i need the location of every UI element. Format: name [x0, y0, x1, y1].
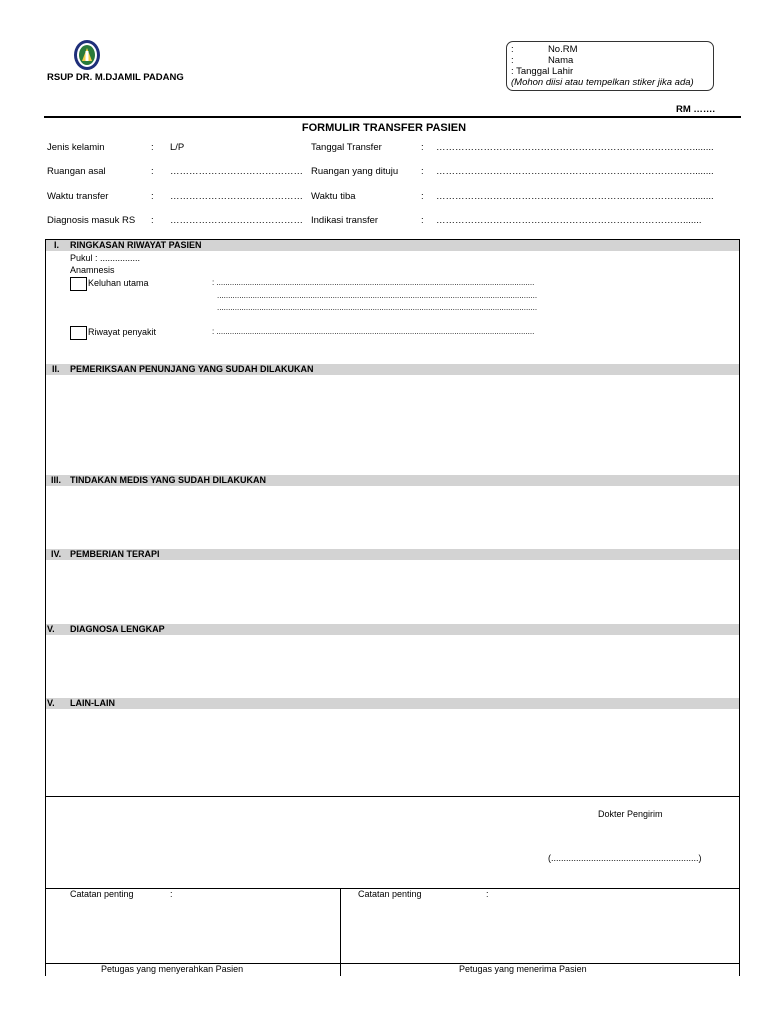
waktu-transfer-colon: : — [151, 191, 154, 202]
section-6-header — [46, 698, 739, 709]
patient-box-rm: : No.RM — [511, 44, 578, 55]
keluhan-utama-line-2[interactable]: ................................................................................................................................................ — [217, 291, 538, 300]
patient-box-tgl-lahir: : Tanggal Lahir — [511, 66, 574, 77]
waktu-tiba-label: Waktu tiba — [311, 191, 356, 202]
ruangan-asal-colon: : — [151, 166, 154, 177]
ruangan-dituju-value[interactable]: ………………………………………………………………………........ — [436, 166, 714, 177]
ruangan-asal-value[interactable]: …………………………………… — [170, 166, 303, 177]
ruangan-asal-label: Ruangan asal — [47, 166, 106, 177]
patient-box-nama: : Nama — [511, 55, 574, 66]
diagnosis-masuk-colon: : — [151, 215, 154, 226]
ruangan-dituju-colon: : — [421, 166, 424, 177]
indikasi-transfer-colon: : — [421, 215, 424, 226]
section-2-header — [46, 364, 739, 375]
section-1-header — [46, 240, 739, 251]
indikasi-transfer-value[interactable]: ……………………………………………………………………....... — [436, 215, 702, 226]
waktu-transfer-value[interactable]: …………………………………… — [170, 191, 303, 202]
catatan-penting-right-label: Catatan penting — [358, 889, 422, 899]
section-5-header — [46, 624, 739, 635]
section-3-number: III. — [51, 475, 62, 485]
indikasi-transfer-label: Indikasi transfer — [311, 215, 379, 226]
patient-box-note: (Mohon diisi atau tempelkan stiker jika ada) — [511, 77, 694, 88]
pukul-field[interactable]: Pukul : ................ — [70, 253, 141, 263]
diagnosis-masuk-label: Diagnosis masuk RS — [47, 215, 136, 226]
catatan-penting-left-colon: : — [170, 889, 173, 899]
jenis-kelamin-label: Jenis kelamin — [47, 142, 105, 153]
dokter-pengirim-label: Dokter Pengirim — [598, 809, 663, 819]
dokter-signature-line[interactable]: (...........................................................) — [548, 853, 702, 863]
catatan-penting-left-label: Catatan penting — [70, 889, 134, 899]
riwayat-penyakit-label: Riwayat penyakit — [88, 327, 157, 337]
section-3-header — [46, 475, 739, 486]
section-4-title: PEMBERIAN TERAPI — [70, 549, 160, 559]
petugas-menyerahkan-label: Petugas yang menyerahkan Pasien — [101, 964, 244, 974]
patient-id-box — [506, 41, 714, 91]
catatan-penting-right-colon: : — [486, 889, 489, 899]
section-5-title: DIAGNOSA LENGKAP — [70, 624, 165, 634]
petugas-menerima-label: Petugas yang menerima Pasien — [459, 964, 587, 974]
hospital-name: RSUP DR. M.DJAMIL PADANG — [47, 72, 184, 83]
hospital-logo-icon — [72, 39, 102, 71]
section-2-number: II. — [52, 364, 60, 374]
section-2-title: PEMERIKSAAN PENUNJANG YANG SUDAH DILAKUKAN — [70, 364, 314, 374]
header-divider — [44, 116, 741, 118]
anamnesis-label: Anamnesis — [70, 265, 115, 275]
waktu-tiba-value[interactable]: ………………………………………………………………………........ — [436, 191, 714, 202]
keluhan-utama-line-3[interactable]: ................................................................................................................................................ — [217, 303, 538, 312]
section-4-header — [46, 549, 739, 560]
signature-divider — [45, 796, 740, 797]
diagnosis-masuk-value[interactable]: …………………………………… — [170, 215, 303, 226]
form-title: FORMULIR TRANSFER PASIEN — [301, 122, 467, 134]
ruangan-dituju-label: Ruangan yang dituju — [311, 166, 399, 177]
waktu-transfer-label: Waktu transfer — [47, 191, 109, 202]
section-6-number: V. — [47, 698, 55, 708]
section-1-number: I. — [54, 240, 60, 250]
section-1-title: RINGKASAN RIWAYAT PASIEN — [70, 240, 202, 250]
section-6-title: LAIN-LAIN — [70, 698, 115, 708]
keluhan-utama-checkbox[interactable] — [70, 277, 87, 291]
waktu-tiba-colon: : — [421, 191, 424, 202]
section-4-number: IV. — [51, 549, 62, 559]
section-3-title: TINDAKAN MEDIS YANG SUDAH DILAKUKAN — [70, 475, 267, 485]
jenis-kelamin-value[interactable]: L/P — [170, 142, 185, 153]
riwayat-penyakit-line[interactable]: : ............................................................................................................................................... — [212, 327, 535, 336]
jenis-kelamin-colon: : — [151, 142, 154, 153]
tanggal-transfer-label: Tanggal Transfer — [311, 142, 382, 153]
tanggal-transfer-value[interactable]: ………………………………………………………………………........ — [436, 142, 714, 153]
tanggal-transfer-colon: : — [421, 142, 424, 153]
keluhan-utama-line-1[interactable]: : ............................................................................................................................................... — [212, 278, 535, 287]
keluhan-utama-label: Keluhan utama — [88, 278, 149, 288]
section-5-number: V. — [47, 624, 55, 634]
riwayat-penyakit-checkbox[interactable] — [70, 326, 87, 340]
rm-number: RM ……. — [676, 104, 716, 115]
